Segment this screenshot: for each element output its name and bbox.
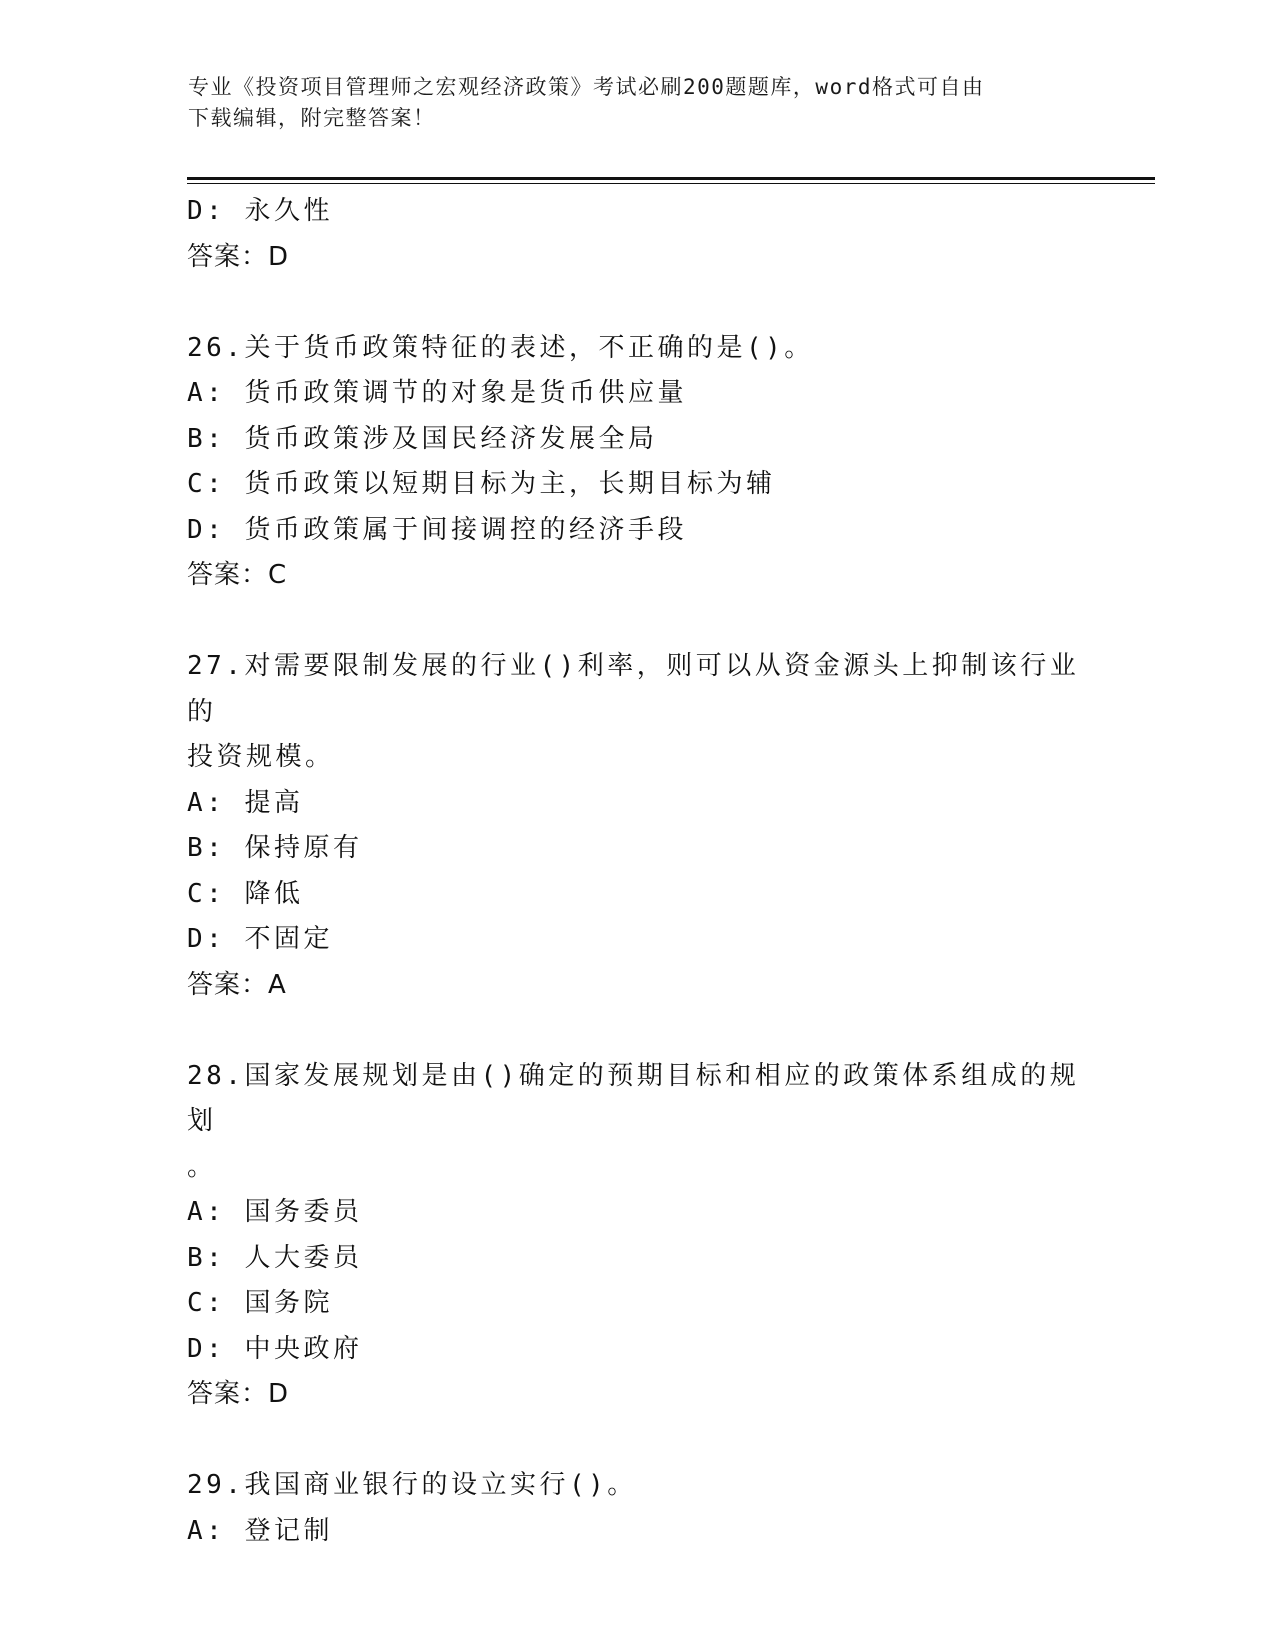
question-stem-line-1: 27.对需要限制发展的行业()利率，则可以从资金源头上抑制该行业的 xyxy=(187,651,1080,727)
spacer xyxy=(187,1008,1087,1054)
header-rule-thick xyxy=(187,177,1155,180)
header-line-1: 专业《投资项目管理师之宏观经济政策》考试必刷200题题库，word格式可自由 xyxy=(188,75,985,99)
question-25-tail xyxy=(187,189,1087,280)
option-d: D: 永久性 xyxy=(187,196,333,226)
option-d: D: 货币政策属于间接调控的经济手段 xyxy=(187,514,687,545)
question-stem: 26.关于货币政策特征的表述，不正确的是()。 xyxy=(187,332,814,363)
header-rule-thin xyxy=(187,183,1155,184)
question-stem-line-1: 28.国家发展规划是由()确定的预期目标和相应的政策体系组成的规划 xyxy=(187,1060,1080,1136)
option-b: B: 人大委员 xyxy=(187,1242,363,1273)
answer-line: 答案：D xyxy=(187,241,290,272)
question-26 xyxy=(187,326,1087,599)
document-header xyxy=(188,72,1068,134)
question-27 xyxy=(187,644,1087,1008)
option-c: C: 国务院 xyxy=(187,1288,333,1318)
question-stem: 29.我国商业银行的设立实行()。 xyxy=(187,1470,637,1500)
header-line-2: 下载编辑，附完整答案！ xyxy=(188,106,436,130)
option-a: A: 货币政策调节的对象是货币供应量 xyxy=(187,378,687,408)
spacer xyxy=(187,599,1087,645)
option-a: A: 提高 xyxy=(187,787,304,818)
answer-line: 答案：D xyxy=(187,1379,290,1409)
answer-line: 答案：A xyxy=(187,969,287,1000)
spacer xyxy=(187,280,1087,326)
question-list xyxy=(187,189,1087,1554)
option-a: A: 国务委员 xyxy=(187,1197,363,1227)
option-a: A: 登记制 xyxy=(187,1515,333,1546)
spacer xyxy=(187,1418,1087,1464)
option-b: B: 货币政策涉及国民经济发展全局 xyxy=(187,423,658,454)
option-d: D: 不固定 xyxy=(187,924,333,954)
question-28 xyxy=(187,1054,1087,1418)
question-29 xyxy=(187,1463,1087,1554)
option-d: D: 中央政府 xyxy=(187,1333,363,1364)
option-b: B: 保持原有 xyxy=(187,833,363,863)
question-stem-line-2: 。 xyxy=(187,1151,217,1182)
option-c: C: 货币政策以短期目标为主，长期目标为辅 xyxy=(187,469,776,499)
answer-line: 答案：C xyxy=(187,560,288,590)
option-c: C: 降低 xyxy=(187,878,304,909)
question-stem-line-2: 投资规模。 xyxy=(187,742,335,772)
